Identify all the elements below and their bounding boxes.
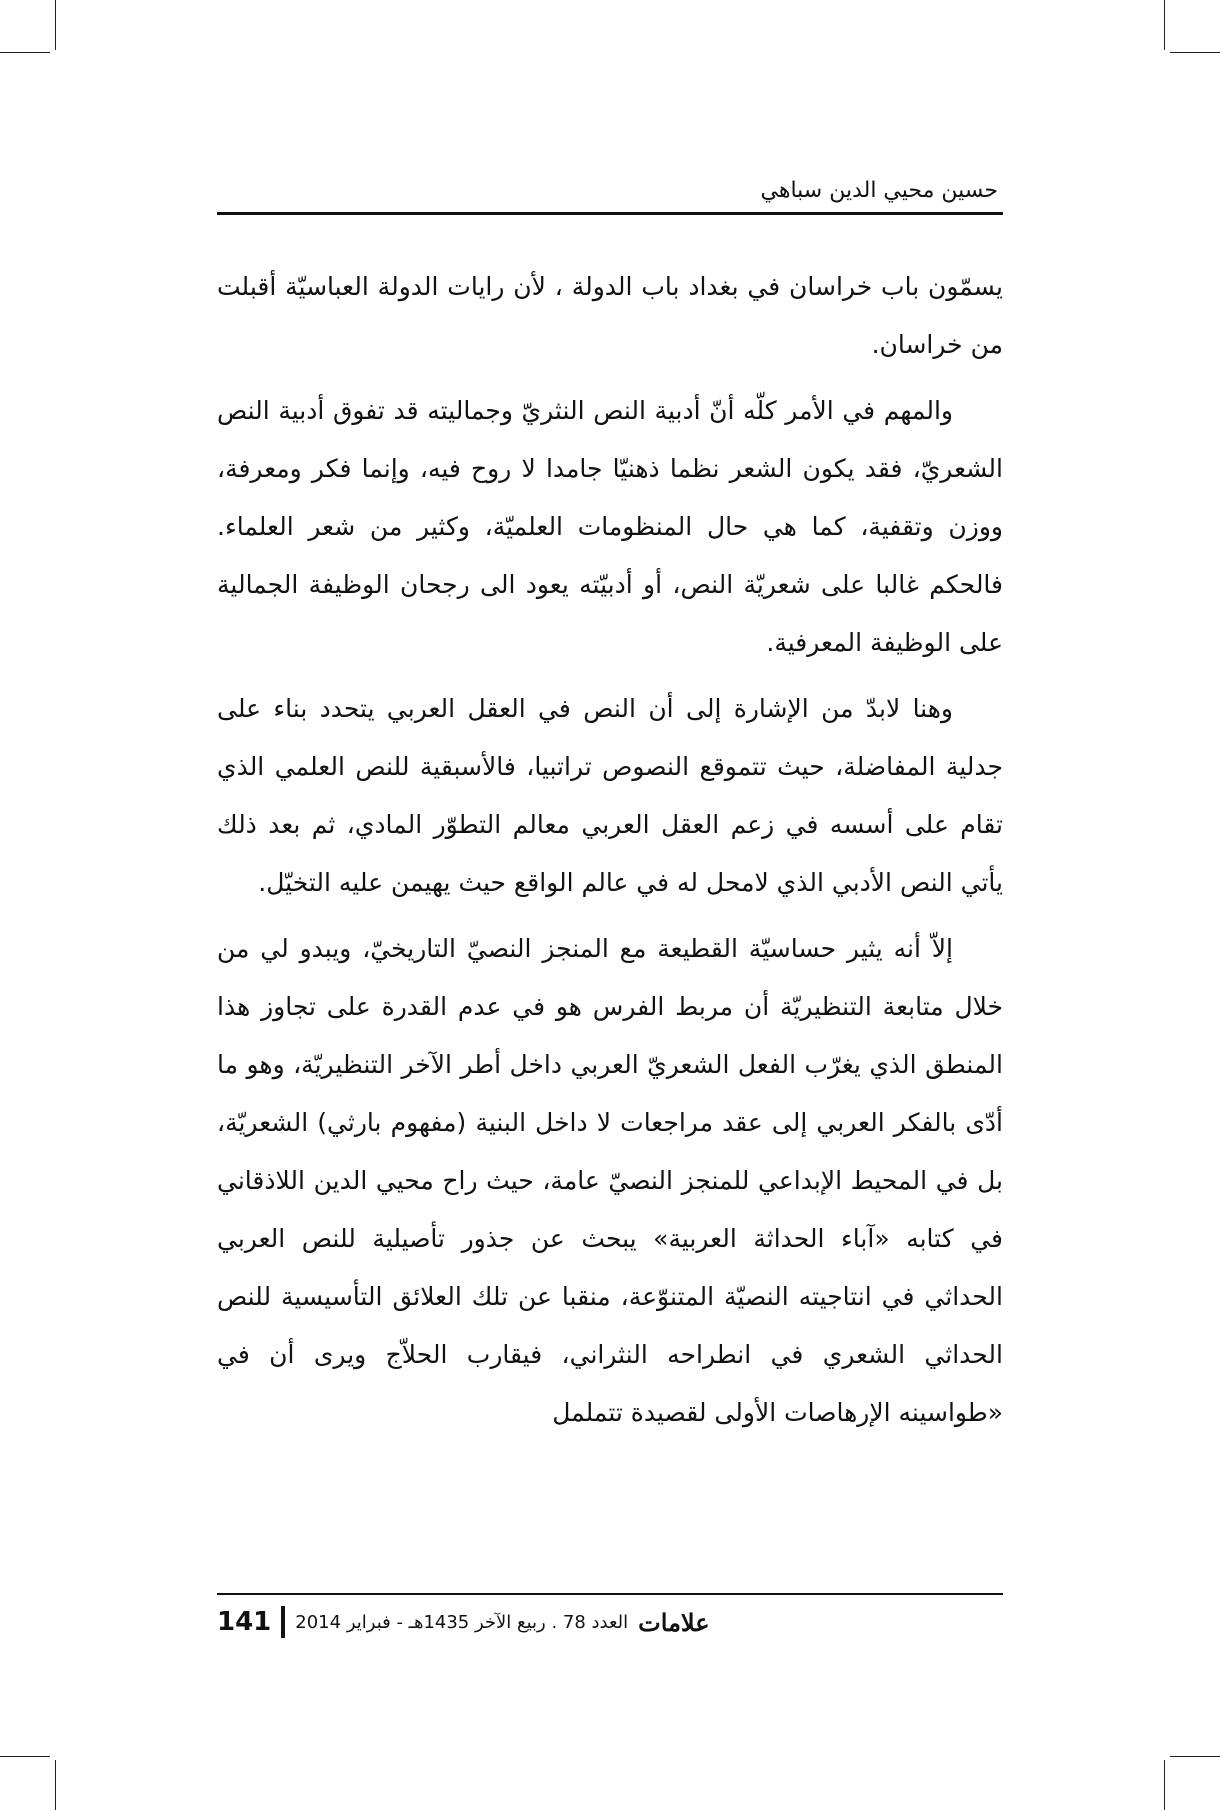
journal-name: علامات: [638, 1607, 710, 1637]
crop-mark-bottom-left-h: [0, 1756, 50, 1757]
running-head: حسين محيي الدين سباهي: [760, 178, 998, 203]
crop-mark-bottom-right: [1164, 1760, 1165, 1810]
crop-mark-top-right-h: [1170, 52, 1220, 53]
crop-mark-top-right: [1164, 0, 1165, 50]
paragraph: إلاّ أنه يثير حساسيّة القطيعة مع المنجز النصيّ التاريخيّ، ويبدو لي من خلال متابعة التنظيريّة أن مربط الفرس هو في عدم القدرة على تجاوز هذا المنطق الذي يغرّب الفعل الشعريّ العربي داخل أطر الآخر التنظيريّة، وهو ما أدّى بالفكر العربي إلى عقد مراجعات لا داخل البنية (مفهوم بارثي) الشعريّة، بل في المحيط الإبداعي للمنجز النصيّ عامة، حيث راح محيي الدين اللاذقاني في كتابه «آباء الحداثة العربية» يبحث عن جذور تأصيلية للنص العربي الحداثي في انتاجيته النصيّة المتنوّعة، منقبا عن تلك العلائق التأسيسية للنص الحداثي الشعري في انطراحه النثراني، فيقارب الحلاّج ويرى أن في «طواسينه الإرهاصات الأولى لقصيدة تتململ: [217, 934, 1003, 1427]
crop-mark-top-left-h: [0, 52, 50, 53]
crop-mark-bottom-right-h: [1170, 1756, 1220, 1757]
paragraph: والمهم في الأمر كلّه أنّ أدبية النص النثريّ وجماليته قد تفوق أدبية النص الشعريّ، فقد يكون الشعر نظما ذهنيّا جامدا لا روح فيه، وإنما فكر ومعرفة، ووزن وتقفية، كما هي حال المنظومات العلميّة، وكثير من شعر العلماء. فالحكم غالبا على شعريّة النص، أو أدبيّته يعود الى رجحان الوظيفة الجمالية على الوظيفة المعرفية.: [217, 396, 1003, 657]
crop-mark-bottom-left: [55, 1760, 56, 1810]
page-number: 141: [217, 1607, 272, 1637]
paragraph: يسمّون باب خراسان في بغداد باب الدولة ، لأن رايات الدولة العباسيّة أقبلت من خراسان.: [217, 272, 1003, 359]
paragraph: وهنا لابدّ من الإشارة إلى أن النص في العقل العربي يتحدد بناء على جدلية المفاضلة، حيث تتموقع النصوص تراتبيا، فالأسبقية للنص العلمي الذي تقام على أسسه في زعم العقل العربي معالم التطوّر المادي، ثم بعد ذلك يأتي النص الأدبي الذي لامحل له في عالم الواقع حيث يهيمن عليه التخيّل.: [217, 694, 1003, 897]
header-rule: [217, 212, 1003, 215]
footer-rule: [217, 1593, 1003, 1595]
article-body: [217, 258, 1003, 1450]
issue-info: العدد 78 . ربيع الآخر 1435هـ - فبراير 2014: [295, 1611, 629, 1633]
footer-separator: [281, 1606, 285, 1638]
crop-mark-top-left: [55, 0, 56, 50]
page-footer: [217, 1604, 1003, 1640]
